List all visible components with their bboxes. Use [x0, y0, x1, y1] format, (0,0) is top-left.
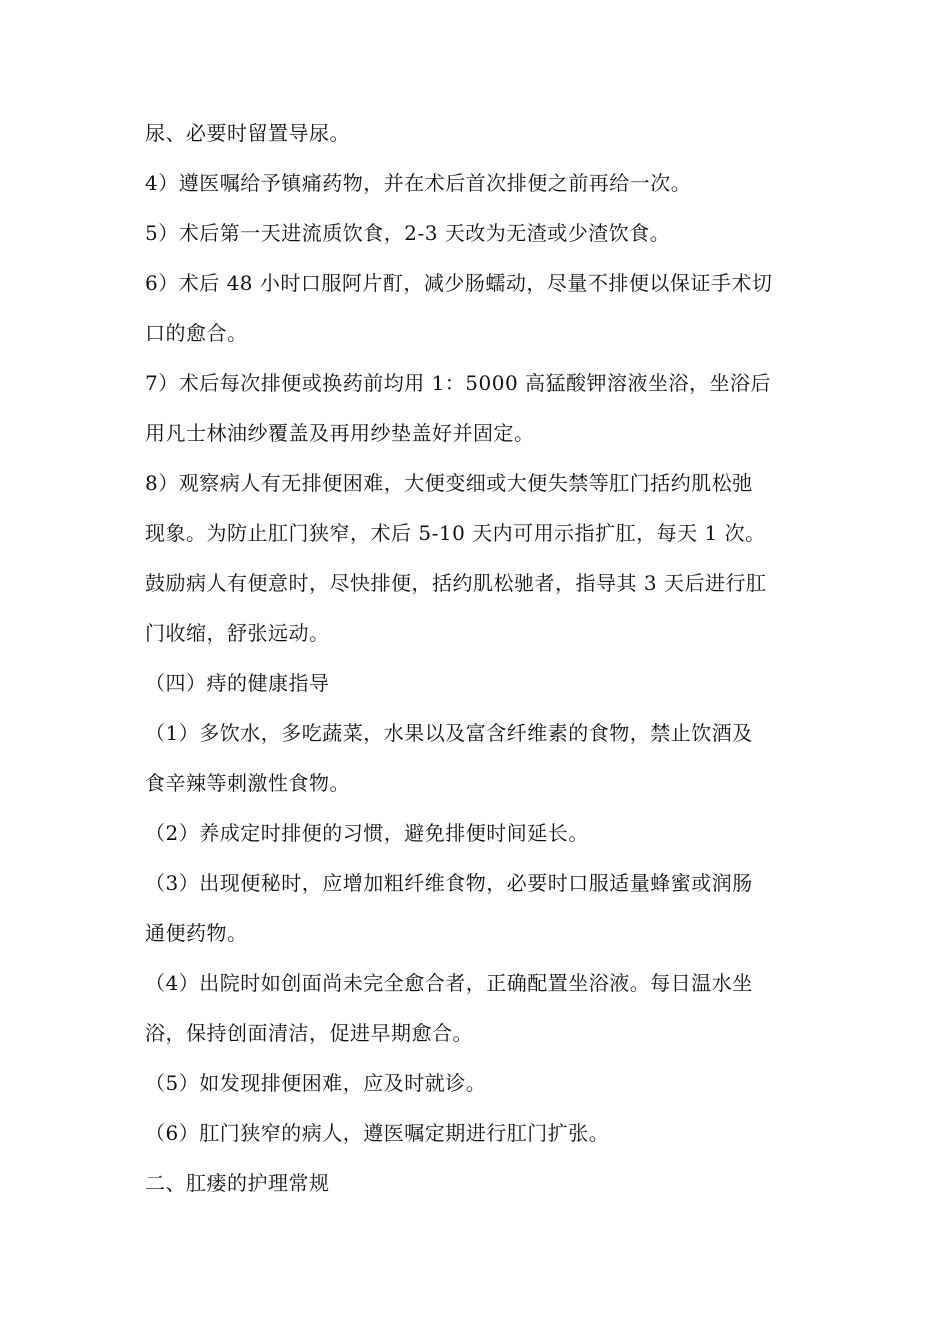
text-line: 尿、必要时留置导尿。: [145, 121, 350, 145]
text-line: 口的愈合。: [145, 321, 248, 345]
text-line: 食辛辣等刺激性食物。: [145, 771, 350, 795]
section-heading: （四）痔的健康指导: [145, 671, 330, 695]
body-text: [145, 108, 815, 1208]
text-line: （3）出现便秘时，应增加粗纤维食物，必要时口服适量蜂蜜或润肠: [145, 871, 753, 895]
text-line: 5）术后第一天进流质饮食，2-3 天改为无渣或少渣饮食。: [145, 221, 671, 245]
text-line: （2）养成定时排便的习惯，避免排便时间延长。: [145, 821, 589, 845]
text-line: （6）肛门狭窄的病人，遵医嘱定期进行肛门扩张。: [145, 1121, 610, 1145]
text-line: 用凡士林油纱覆盖及再用纱垫盖好并固定。: [145, 421, 535, 445]
text-line: 7）术后每次排便或换药前均用 1：5000 高猛酸钾溶液坐浴，坐浴后: [145, 371, 772, 395]
section-heading: 二、肛瘘的护理常规: [145, 1171, 330, 1195]
text-line: 鼓励病人有便意时，尽快排便，括约肌松驰者，指导其 3 天后进行肛: [145, 571, 767, 595]
text-line: 门收缩，舒张远动。: [145, 621, 330, 645]
text-line: 浴，保持创面清洁，促进早期愈合。: [145, 1021, 473, 1045]
text-line: （1）多饮水，多吃蔬菜，水果以及富含纤维素的食物，禁止饮酒及: [145, 721, 753, 745]
text-line: 4）遵医嘱给予镇痛药物，并在术后首次排便之前再给一次。: [145, 171, 692, 195]
text-line: （5）如发现排便困难，应及时就诊。: [145, 1071, 487, 1095]
text-line: 现象。为防止肛门狭窄，术后 5-10 天内可用示指扩肛，每天 1 次。: [145, 521, 766, 545]
text-line: 6）术后 48 小时口服阿片酊，减少肠蠕动，尽量不排便以保证手术切: [145, 271, 773, 295]
text-line: 通便药物。: [145, 921, 248, 945]
text-line: （4）出院时如创面尚未完全愈合者，正确配置坐浴液。每日温水坐: [145, 971, 753, 995]
text-line: 8）观察病人有无排便困难，大便变细或大便失禁等肛门括约肌松弛: [145, 471, 753, 495]
